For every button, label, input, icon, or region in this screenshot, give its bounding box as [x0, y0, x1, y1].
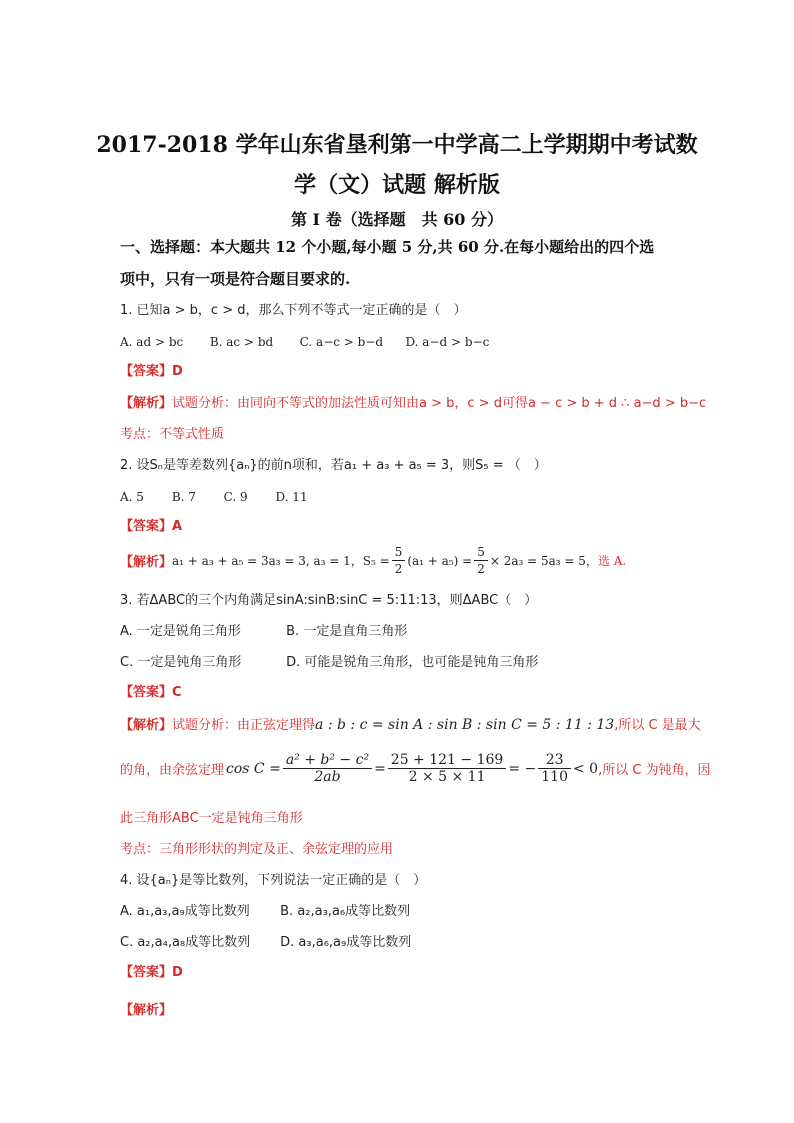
document-title-line-1: 2017-2018 学年山东省垦利第一中学高二上学期期中考试数: [96, 132, 698, 158]
q3-fraction-a: $\frac{\text{a² + b² − c²}}{2ab}$: [283, 752, 372, 785]
q1-option-a: A. ad > bc: [120, 335, 184, 349]
q3-fraction-c: $\frac{23}{110}$: [538, 752, 571, 785]
q1-kaodian: 考点：不等式性质: [120, 427, 225, 442]
q4-analysis-label: 【解析】: [120, 1003, 173, 1018]
q3-ratio-formula: a : b : c = sin A : sin B : sin C = 5 : 11 : 13: [315, 717, 615, 733]
q2-fraction-2: $\frac{5}{2}$: [474, 544, 488, 577]
q3-analysis-line-1-pre: 试题分析：由正弦定理得: [172, 718, 316, 733]
q2-analysis-label: 【解析】: [120, 555, 173, 570]
q4-option-a: A. a₁,a₃,a₉成等比数列: [120, 904, 250, 919]
q3-stem: 3. 若ΔABC的三个内角满足sinA:sinB:sinC = 5:11:13，则ΔABC（ ）: [120, 593, 538, 608]
q2-options: [120, 488, 308, 506]
q4-option-c: C. a₂,a₄,a₈成等比数列: [120, 935, 251, 950]
q1-analysis-text: 试题分析：由同向不等式的加法性质可知由a > b，c > d可得a − c > b + d ∴ a−d > b−c: [172, 396, 707, 411]
q2-analysis-mid: (a₁ + a₅) =: [407, 553, 473, 568]
q2-analysis-pre: a₁ + a₃ + a₅ = 3a₃ = 3, a₃ = 1，S₅ =: [172, 554, 390, 568]
q3-lt-zero: < 0: [572, 760, 599, 777]
q3-options-row-2: [120, 654, 538, 672]
q3-analysis-line-1: [120, 716, 701, 735]
q4-option-d: D. a₃,a₆,a₉成等比数列: [280, 935, 412, 950]
q3-analysis-label: 【解析】: [120, 718, 173, 733]
q3-cos-lhs: cos C =: [226, 760, 281, 777]
section-title: 第 I 卷（选择题 共 60 分）: [290, 210, 504, 229]
q3-answer: 【答案】C: [120, 685, 182, 700]
q3-kaodian: 考点：三角形形状的判定及正、余弦定理的应用: [120, 842, 394, 857]
q1-option-d: D. a−d > b−c: [405, 335, 490, 349]
q3-analysis-line-2: [120, 752, 711, 785]
part-heading-line-1: 一、选择题：本大题共 12 个小题,每小题 5 分,共 60 分.在每小题给出的四个选: [120, 238, 655, 256]
q1-option-c: C. a−c > b−d: [299, 335, 384, 349]
document-title-line-2: 学（文）试题 解析版: [294, 172, 500, 198]
q4-answer: 【答案】D: [120, 965, 183, 980]
q3-analysis-line-3: 此三角形ABC一定是钝角三角形: [120, 811, 303, 826]
q3-analysis-line-2-post: ,所以 C 为钝角，因: [598, 763, 711, 778]
q4-option-b: B. a₂,a₃,a₆成等比数列: [280, 904, 411, 919]
q3-analysis-line-1-post: ,所以 C 是最大: [614, 718, 701, 733]
q2-answer: 【答案】A: [120, 519, 183, 534]
q3-eq-2: = −: [508, 760, 537, 777]
q3-analysis-line-2-pre: 的角，由余弦定理: [120, 763, 225, 778]
q2-option-a: A. 5: [120, 490, 144, 504]
q3-option-d: D. 可能是锐角三角形，也可能是钝角三角形: [286, 655, 539, 670]
q1-analysis-label: 【解析】: [120, 396, 173, 411]
q2-analysis-post: × 2a₃ = 5a₃ = 5，: [489, 554, 598, 568]
q2-option-d: D. 11: [275, 490, 308, 504]
q3-option-c: C. 一定是钝角三角形: [120, 655, 242, 670]
q3-options-row-1: [120, 623, 407, 641]
q2-option-b: B. 7: [171, 490, 196, 504]
q2-stem: 2. 设Sₙ是等差数列{aₙ}的前n项和，若a₁ + a₃ + a₅ = 3，则S₅ = （ ）: [120, 458, 547, 473]
q1-stem: 1. 已知a > b，c > d，那么下列不等式一定正确的是（ ）: [120, 303, 467, 318]
q3-option-b: B. 一定是直角三角形: [286, 624, 408, 639]
q4-stem: 4. 设{aₙ}是等比数列，下列说法一定正确的是（ ）: [120, 873, 427, 888]
q1-options: [120, 333, 489, 351]
q2-fraction-1: $\frac{5}{2}$: [392, 544, 406, 577]
q1-option-b: B. ac > bd: [209, 335, 274, 349]
q2-option-c: C. 9: [223, 490, 248, 504]
q3-fraction-b: $\frac{25 + 121 - 169}{2 \times 5 \times 11}$: [388, 752, 507, 785]
q3-option-a: A. 一定是锐角三角形: [120, 624, 241, 639]
q1-analysis: [120, 395, 706, 413]
q4-options-row-2: [120, 934, 411, 952]
q3-eq-1: =: [374, 760, 386, 777]
q2-analysis: [120, 544, 626, 577]
part-heading-line-2: 项中，只有一项是符合题目要求的.: [120, 270, 351, 288]
q1-answer: 【答案】D: [120, 364, 183, 379]
q2-choose: 选 A.: [597, 554, 627, 568]
q4-options-row-1: [120, 903, 410, 921]
